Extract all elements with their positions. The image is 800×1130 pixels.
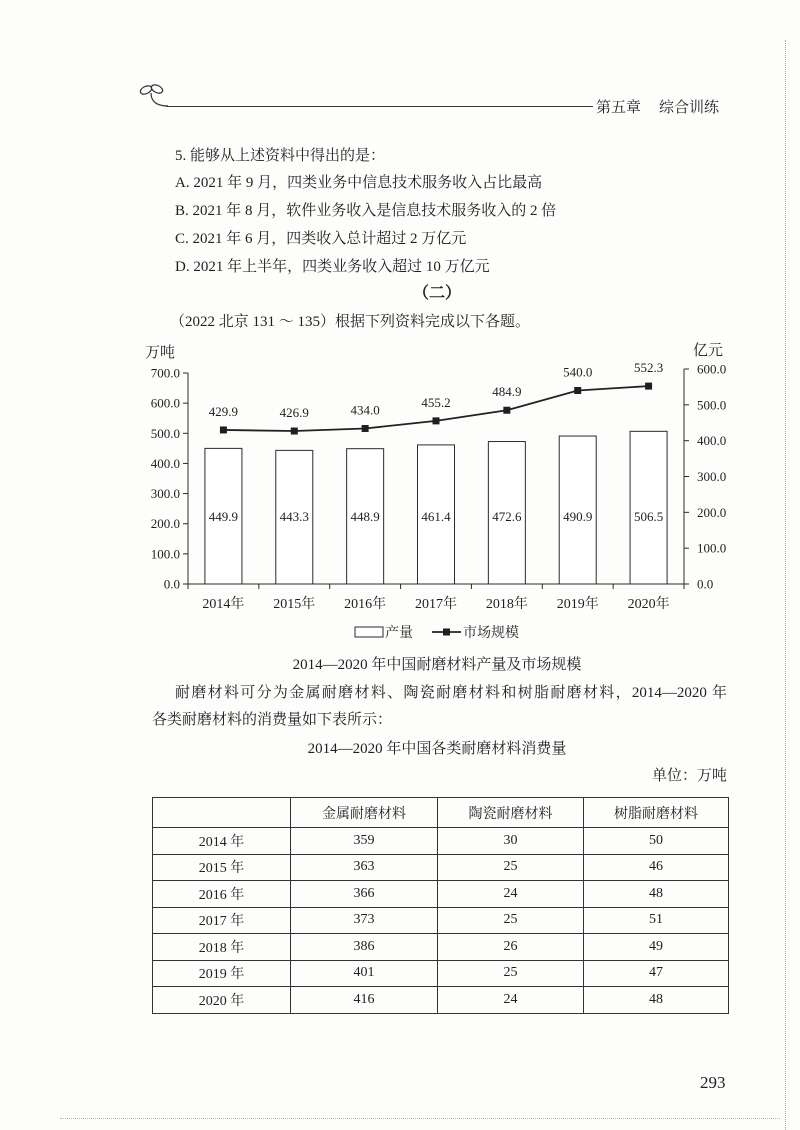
production-market-chart	[130, 338, 740, 650]
row-year: 2015 年	[153, 854, 291, 881]
line-point-market-size	[362, 425, 369, 432]
cell-resin: 48	[584, 987, 729, 1014]
legend-label-production: 产量	[385, 625, 413, 641]
line-value-label: 429.9	[208, 403, 239, 419]
legend-label-market-size: 市场规模	[463, 625, 519, 641]
cell-ceramic: 24	[438, 881, 584, 908]
left-y-tick-label: 700.0	[150, 365, 180, 381]
row-year: 2017 年	[153, 907, 291, 934]
legend-line-marker	[443, 629, 450, 636]
cell-metal: 363	[291, 854, 438, 881]
row-year: 2016 年	[153, 881, 291, 908]
cell-metal: 386	[291, 934, 438, 961]
cell-resin: 50	[584, 828, 729, 855]
cell-resin: 46	[584, 854, 729, 881]
table-row	[153, 854, 729, 881]
cell-resin: 49	[584, 934, 729, 961]
sprout-icon	[138, 82, 168, 108]
x-category-label: 2014年	[202, 597, 245, 612]
page-number: 293	[700, 1073, 726, 1092]
cell-resin: 51	[584, 907, 729, 934]
x-category-label: 2015年	[273, 597, 316, 612]
right-y-tick-label: 100.0	[697, 540, 727, 556]
option-b: B. 2021 年 8 月，软件业务收入是信息技术服务收入的 2 倍	[175, 203, 557, 219]
line-value-label: 540.0	[563, 364, 593, 380]
cell-metal: 366	[291, 881, 438, 908]
cell-metal: 416	[291, 987, 438, 1014]
section-label: 综合训练	[659, 100, 720, 116]
line-point-market-size	[433, 417, 440, 424]
left-y-tick-label: 200.0	[150, 516, 180, 532]
cell-ceramic: 26	[438, 934, 584, 961]
column-header-ceramic: 陶瓷耐磨材料	[438, 798, 584, 828]
part-intro: （2022 北京 131 ～ 135）根据下列资料完成以下各题。	[170, 314, 531, 330]
option-c: C. 2021 年 6 月，四类收入总计超过 2 万亿元	[175, 231, 467, 247]
x-category-label: 2018年	[485, 597, 528, 612]
line-point-market-size	[291, 428, 298, 435]
bar-value-label: 472.6	[492, 509, 522, 524]
chart-legend	[355, 624, 519, 641]
chart-title: 2014—2020 年中国耐磨材料产量及市场规模	[292, 657, 582, 673]
bar-production	[630, 431, 667, 584]
left-axis-unit-label: 万吨	[145, 343, 176, 361]
x-category-label: 2017年	[415, 597, 457, 612]
table-row	[153, 987, 729, 1014]
line-value-label: 426.9	[279, 405, 309, 421]
table-row	[153, 934, 729, 961]
header-rule	[166, 106, 593, 107]
cell-metal: 401	[291, 960, 438, 987]
row-year: 2014 年	[153, 828, 291, 855]
right-y-tick-label: 300.0	[697, 469, 727, 484]
table-header-row	[153, 798, 729, 828]
cell-ceramic: 25	[438, 854, 584, 881]
cell-ceramic: 25	[438, 960, 584, 987]
table-unit: 单位：万吨	[651, 768, 727, 784]
cell-resin: 47	[584, 960, 729, 987]
right-y-tick-label: 0.0	[697, 576, 714, 592]
line-value-label: 552.3	[633, 360, 664, 376]
line-value-label: 455.2	[421, 394, 451, 410]
bar-value-label: 449.9	[208, 509, 239, 524]
table-row	[153, 907, 729, 934]
chart-container	[130, 338, 740, 650]
x-category-label: 2020年	[627, 597, 670, 612]
chart-marks	[151, 360, 727, 612]
row-year: 2018 年	[153, 934, 291, 961]
right-y-tick-label: 500.0	[697, 397, 727, 413]
left-y-tick-label: 600.0	[150, 395, 180, 411]
line-value-label: 434.0	[350, 402, 380, 418]
column-header-resin: 树脂耐磨材料	[584, 798, 729, 828]
chapter-label: 第五章	[596, 100, 642, 116]
consumption-table	[152, 797, 729, 1014]
option-a: A. 2021 年 9 月，四类业务中信息技术服务收入占比最高	[175, 175, 543, 191]
right-y-tick-label: 400.0	[697, 433, 727, 449]
paragraph-line-1: 耐磨材料可分为金属耐磨材料、陶瓷耐磨材料和树脂耐磨材料，2014—2020 年	[175, 685, 727, 701]
right-y-tick-label: 200.0	[697, 504, 727, 520]
row-year: 2020 年	[153, 987, 291, 1014]
line-point-market-size	[574, 387, 581, 394]
right-axis-unit-label: 亿元	[693, 341, 724, 359]
line-value-label: 484.9	[492, 384, 522, 400]
line-point-market-size	[220, 426, 227, 433]
x-category-label: 2019年	[556, 597, 599, 612]
line-point-market-size	[645, 383, 652, 390]
cell-resin: 48	[584, 881, 729, 908]
table-row	[153, 881, 729, 908]
bar-value-label: 461.4	[421, 509, 451, 524]
cell-metal: 373	[291, 907, 438, 934]
cell-ceramic: 25	[438, 907, 584, 934]
bar-value-label: 506.5	[633, 509, 664, 524]
table-header-corner	[153, 798, 291, 828]
right-y-tick-label: 600.0	[697, 361, 727, 377]
option-d: D. 2021 年上半年，四类业务收入超过 10 万亿元	[175, 259, 490, 275]
line-point-market-size	[503, 407, 510, 414]
cell-ceramic: 24	[438, 987, 584, 1014]
table-title: 2014—2020 年中国各类耐磨材料消费量	[307, 741, 567, 757]
row-year: 2019 年	[153, 960, 291, 987]
question-stem: 5. 能够从上述资料中得出的是：	[175, 148, 386, 164]
scan-bottom-artifact	[60, 1118, 780, 1119]
bar-value-label: 490.9	[563, 509, 593, 524]
left-y-tick-label: 400.0	[150, 455, 180, 471]
left-y-tick-label: 100.0	[150, 546, 180, 562]
legend-bar-swatch	[355, 627, 383, 637]
x-category-label: 2016年	[344, 597, 387, 612]
left-y-tick-label: 0.0	[163, 576, 180, 592]
left-y-tick-label: 300.0	[150, 486, 180, 502]
cell-ceramic: 30	[438, 828, 584, 855]
table-row	[153, 828, 729, 855]
column-header-metal: 金属耐磨材料	[291, 798, 438, 828]
cell-metal: 359	[291, 828, 438, 855]
bar-value-label: 443.3	[279, 509, 309, 524]
table-row	[153, 960, 729, 987]
scan-edge-artifact	[785, 40, 786, 1130]
bar-value-label: 448.9	[350, 509, 380, 524]
part-heading: （二）	[412, 285, 461, 302]
paragraph-line-2: 各类耐磨材料的消费量如下表所示：	[152, 712, 393, 728]
left-y-tick-label: 500.0	[150, 425, 180, 441]
